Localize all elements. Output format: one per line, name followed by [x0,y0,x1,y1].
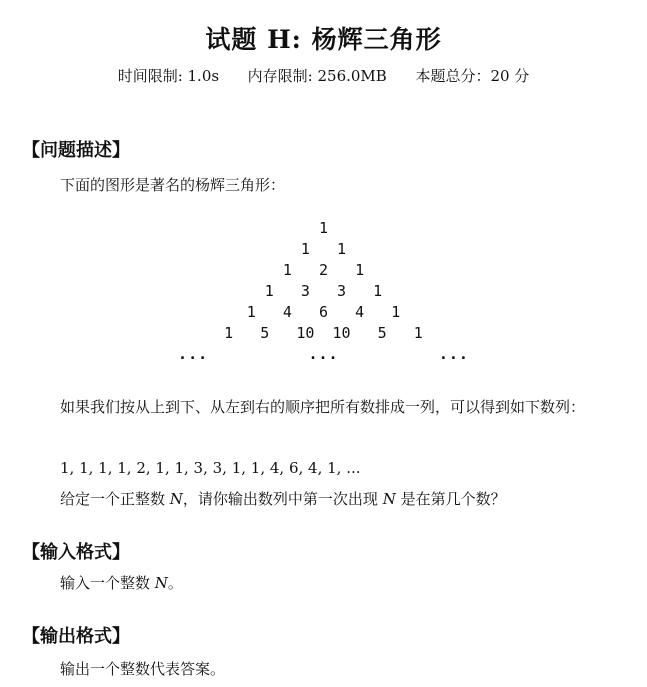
variable-n: N [154,574,168,592]
question-text: ，请你输出数列中第一次出现 [182,490,383,508]
triangle-row: 1 5 10 10 5 1 [224,324,423,342]
time-limit: 时间限制: 1.0s [117,67,220,85]
ordering-paragraph: 如果我们按从上到下、从左到右的顺序把所有数排成一列，可以得到如下数列： [60,398,586,416]
triangle-row: 1 [318,219,329,237]
limits-line [0,65,647,86]
output-format-heading: 【输出格式】 [22,626,130,647]
triangle-row: 1 3 3 1 [264,282,383,300]
input-format-text [60,570,183,596]
triangle-row: 1 4 6 4 1 [246,303,401,321]
input-text: 输入一个整数 [60,574,155,592]
variable-n: N [382,490,396,508]
variable-n: N [169,490,183,508]
output-format-text: 输出一个整数代表答案。 [60,660,226,678]
triangle-ellipsis-row: ... ... ... [178,345,469,363]
problem-title: 试题 H: 杨辉三角形 [205,25,442,54]
triangle-row: 1 1 [300,240,347,258]
input-text: 。 [167,574,183,592]
total-score: 本题总分：20 分 [415,67,530,85]
triangle-row: 1 2 1 [282,261,365,279]
pascal-triangle [0,218,647,365]
sequence-line: 1, 1, 1, 1, 2, 1, 1, 3, 3, 1, 1, 4, 6, 4, 1, ... [60,459,361,477]
question-text: 是在第几个数？ [395,490,506,508]
memory-limit: 内存限制: 256.0MB [247,67,387,85]
description-intro: 下面的图形是著名的杨辉三角形： [60,176,286,194]
input-format-heading: 【输入格式】 [22,542,130,563]
question-line [60,486,506,512]
description-heading: 【问题描述】 [22,140,130,161]
question-text: 给定一个正整数 [60,490,170,508]
